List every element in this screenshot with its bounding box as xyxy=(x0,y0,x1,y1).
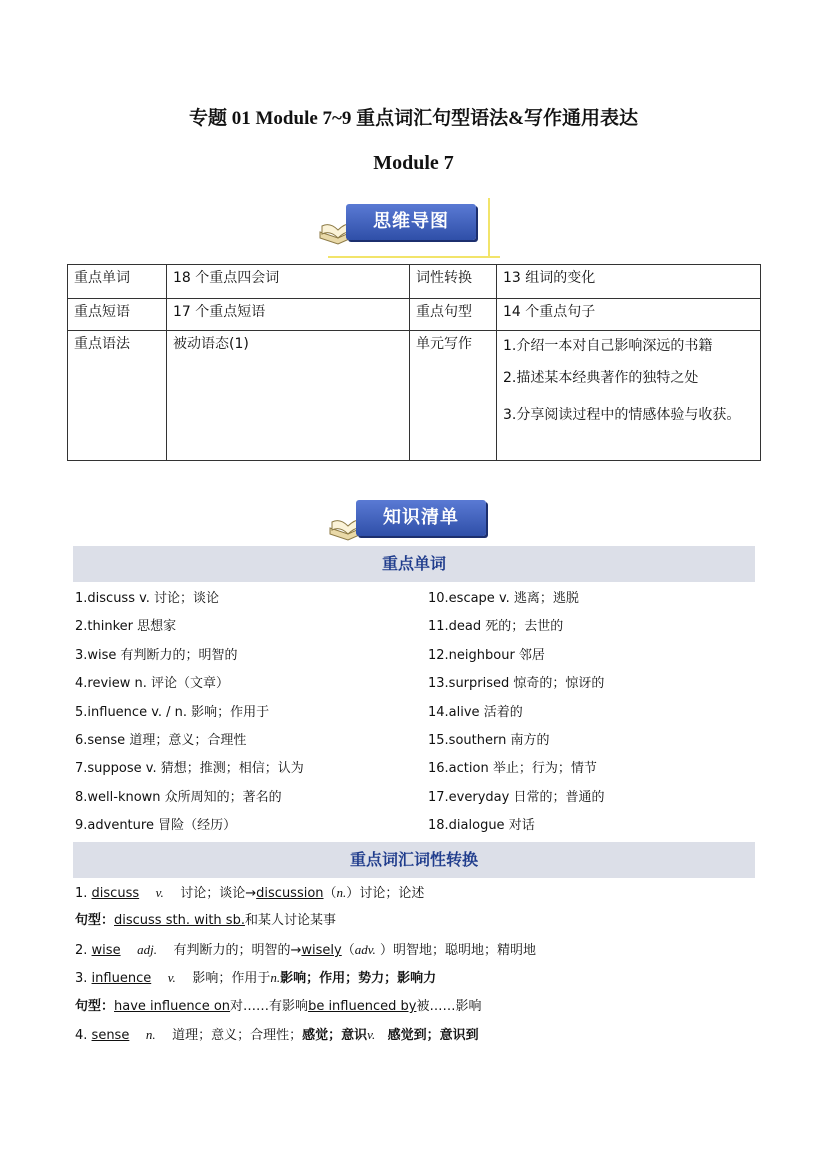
word-item: 5.influence v. / n. 影响；作用于 xyxy=(75,705,270,720)
mind-map-banner-label: 思维导图 xyxy=(346,204,476,240)
writing-tasks-cell xyxy=(497,331,761,461)
knowledge-list-banner xyxy=(328,494,518,546)
word-item: 17.everyday 日常的；普通的 xyxy=(428,790,605,805)
conversion-line-6: 4. sense n. 道理；意义；合理性；感觉；意识v. 感觉到；意识到 xyxy=(75,1027,479,1043)
word-item: 2.thinker 思想家 xyxy=(75,619,177,634)
word-item: 13.surprised 惊奇的；惊讶的 xyxy=(428,676,605,691)
table-cell: 13 组词的变化 xyxy=(497,265,761,299)
conversion-line-4: 3. influence v. 影响；作用于n.影响；作用；势力；影响力 xyxy=(75,970,437,986)
table-row xyxy=(68,265,761,299)
word-item: 8.well-known 众所周知的；著名的 xyxy=(75,790,282,805)
writing-task: 3.分享阅读过程中的情感体验与收获。 xyxy=(503,407,741,423)
word-item: 4.review n. 评论（文章） xyxy=(75,676,230,691)
writing-task: 2.描述某本经典著作的独特之处 xyxy=(503,370,699,386)
word-item: 3.wise 有判断力的；明智的 xyxy=(75,648,238,663)
word-item: 16.action 举止；行为；情节 xyxy=(428,761,597,776)
writing-task: 1.介绍一本对自己影响深远的书籍 xyxy=(503,338,713,354)
table-cell: 重点句型 xyxy=(410,299,497,331)
conversion-line-3: 2. wise adj. 有判断力的；明智的→wisely（adv. ）明智地；聪明地；精明地 xyxy=(75,942,536,958)
word-item: 7.suppose v. 猜想；推测；相信；认为 xyxy=(75,761,304,776)
word-conversion-heading: 重点词汇词性转换 xyxy=(73,842,755,878)
summary-table xyxy=(67,264,761,461)
conversion-line-1: 1. discuss v. 讨论；谈论→discussion（n.）讨论；论述 xyxy=(75,885,425,901)
conversion-line-5: 句型：have influence on对……有影响be influenced by被……影响 xyxy=(75,999,482,1014)
table-cell: 被动语态(1) xyxy=(167,331,410,461)
table-cell: 14 个重点句子 xyxy=(497,299,761,331)
table-cell: 单元写作 xyxy=(410,331,497,461)
word-item: 10.escape v. 逃离；逃脱 xyxy=(428,591,579,606)
word-item: 18.dialogue 对话 xyxy=(428,818,535,833)
knowledge-list-banner-label: 知识清单 xyxy=(356,500,486,536)
table-cell: 17 个重点短语 xyxy=(167,299,410,331)
word-item: 9.adventure 冒险（经历） xyxy=(75,818,237,833)
banner-underline xyxy=(328,256,500,258)
page-title: 专题 01 Module 7~9 重点词汇句型语法&写作通用表达 xyxy=(189,108,638,129)
banner-corner-line xyxy=(474,198,490,258)
table-cell: 18 个重点四会词 xyxy=(167,265,410,299)
table-cell: 重点语法 xyxy=(68,331,167,461)
word-item: 12.neighbour 邻居 xyxy=(428,648,545,663)
table-cell: 词性转换 xyxy=(410,265,497,299)
word-item: 1.discuss v. 讨论；谈论 xyxy=(75,591,220,606)
word-item: 14.alive 活着的 xyxy=(428,705,523,720)
table-cell: 重点短语 xyxy=(68,299,167,331)
word-item: 11.dead 死的；去世的 xyxy=(428,619,564,634)
mind-map-banner xyxy=(318,198,508,250)
table-row xyxy=(68,299,761,331)
key-words-heading: 重点单词 xyxy=(73,546,755,582)
conversion-line-2: 句型：discuss sth. with sb.和某人讨论某事 xyxy=(75,913,336,928)
word-item: 6.sense 道理；意义；合理性 xyxy=(75,733,247,748)
table-cell: 重点单词 xyxy=(68,265,167,299)
module-title: Module 7 xyxy=(373,152,454,174)
word-item: 15.southern 南方的 xyxy=(428,733,550,748)
table-row xyxy=(68,331,761,461)
